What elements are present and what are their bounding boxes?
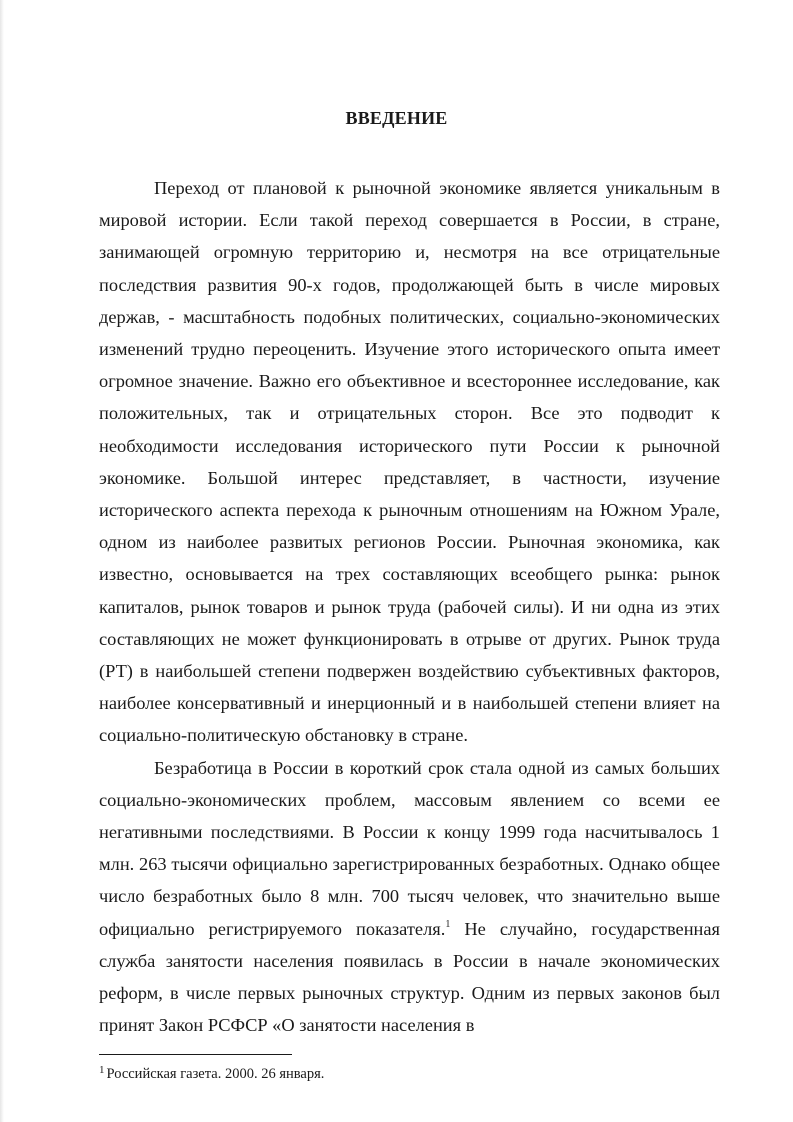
footnote-reference[interactable]: 1 — [445, 918, 451, 930]
page-title: ВВЕДЕНИЕ — [345, 108, 448, 128]
footnote — [99, 1064, 324, 1083]
footnote-rule — [99, 1054, 292, 1055]
footnote-number: 1 — [99, 1064, 105, 1076]
body-text — [99, 172, 720, 1041]
scan-edge — [0, 0, 4, 1122]
footnote-text: Российская газета. 2000. 26 января. — [106, 1066, 325, 1082]
paragraph-2 — [99, 752, 720, 1042]
paragraph-2-text-start: Безработица в России в короткий срок стала одной из самых больших социально-экономических проблем, массовым явлением со всеми ее негативными последствиями. В России к концу 1999 года насчитывалось 1 млн. 263 тысячи официально зарегистрированных безработных. Однако общее число безработных было 8 млн. 700 тысяч человек, что значительно выше официально регистрируемого показателя. — [99, 757, 720, 939]
paragraph-2-text-end: Не случайно, государственная служба занятости населения появилась в России в начале экономических реформ, в числе первых рыночных структур. Одним из первых законов был принят Закон РСФСР «О занятости населения в — [99, 918, 720, 1036]
paragraph-1: Переход от плановой к рыночной экономике является уникальным в мировой истории. Если такой переход совершается в России, в стране, занимающей огромную территорию и, несмотря на все отрицательные последствия развития 90-х годов, продолжающей быть в числе мировых держав, - масштабность подобных политических, социально-экономических изменений трудно переоценить. Изучение этого исторического опыта имеет огромное значение. Важно его объективное и всестороннее исследование, как положительных, так и отрицательных сторон. Все это подводит к необходимости исследования исторического пути России к рыночной экономике. Большой интерес представляет, в частности, изучение исторического аспекта перехода к рыночным отношениям на Южном Урале, одном из наиболее развитых регионов России. Рыночная экономика, как известно, основывается на трех составляющих всеобщего рынка: рынок капиталов, рынок товаров и рынок труда (рабочей силы). И ни одна из этих составляющих не может функционировать в отрыве от других. Рынок труда (РТ) в наибольшей степени подвержен воздействию субъективных факторов, наиболее консервативный и инерционный и в наибольшей степени влияет на социально-политическую обстановку в стране. — [99, 178, 720, 746]
